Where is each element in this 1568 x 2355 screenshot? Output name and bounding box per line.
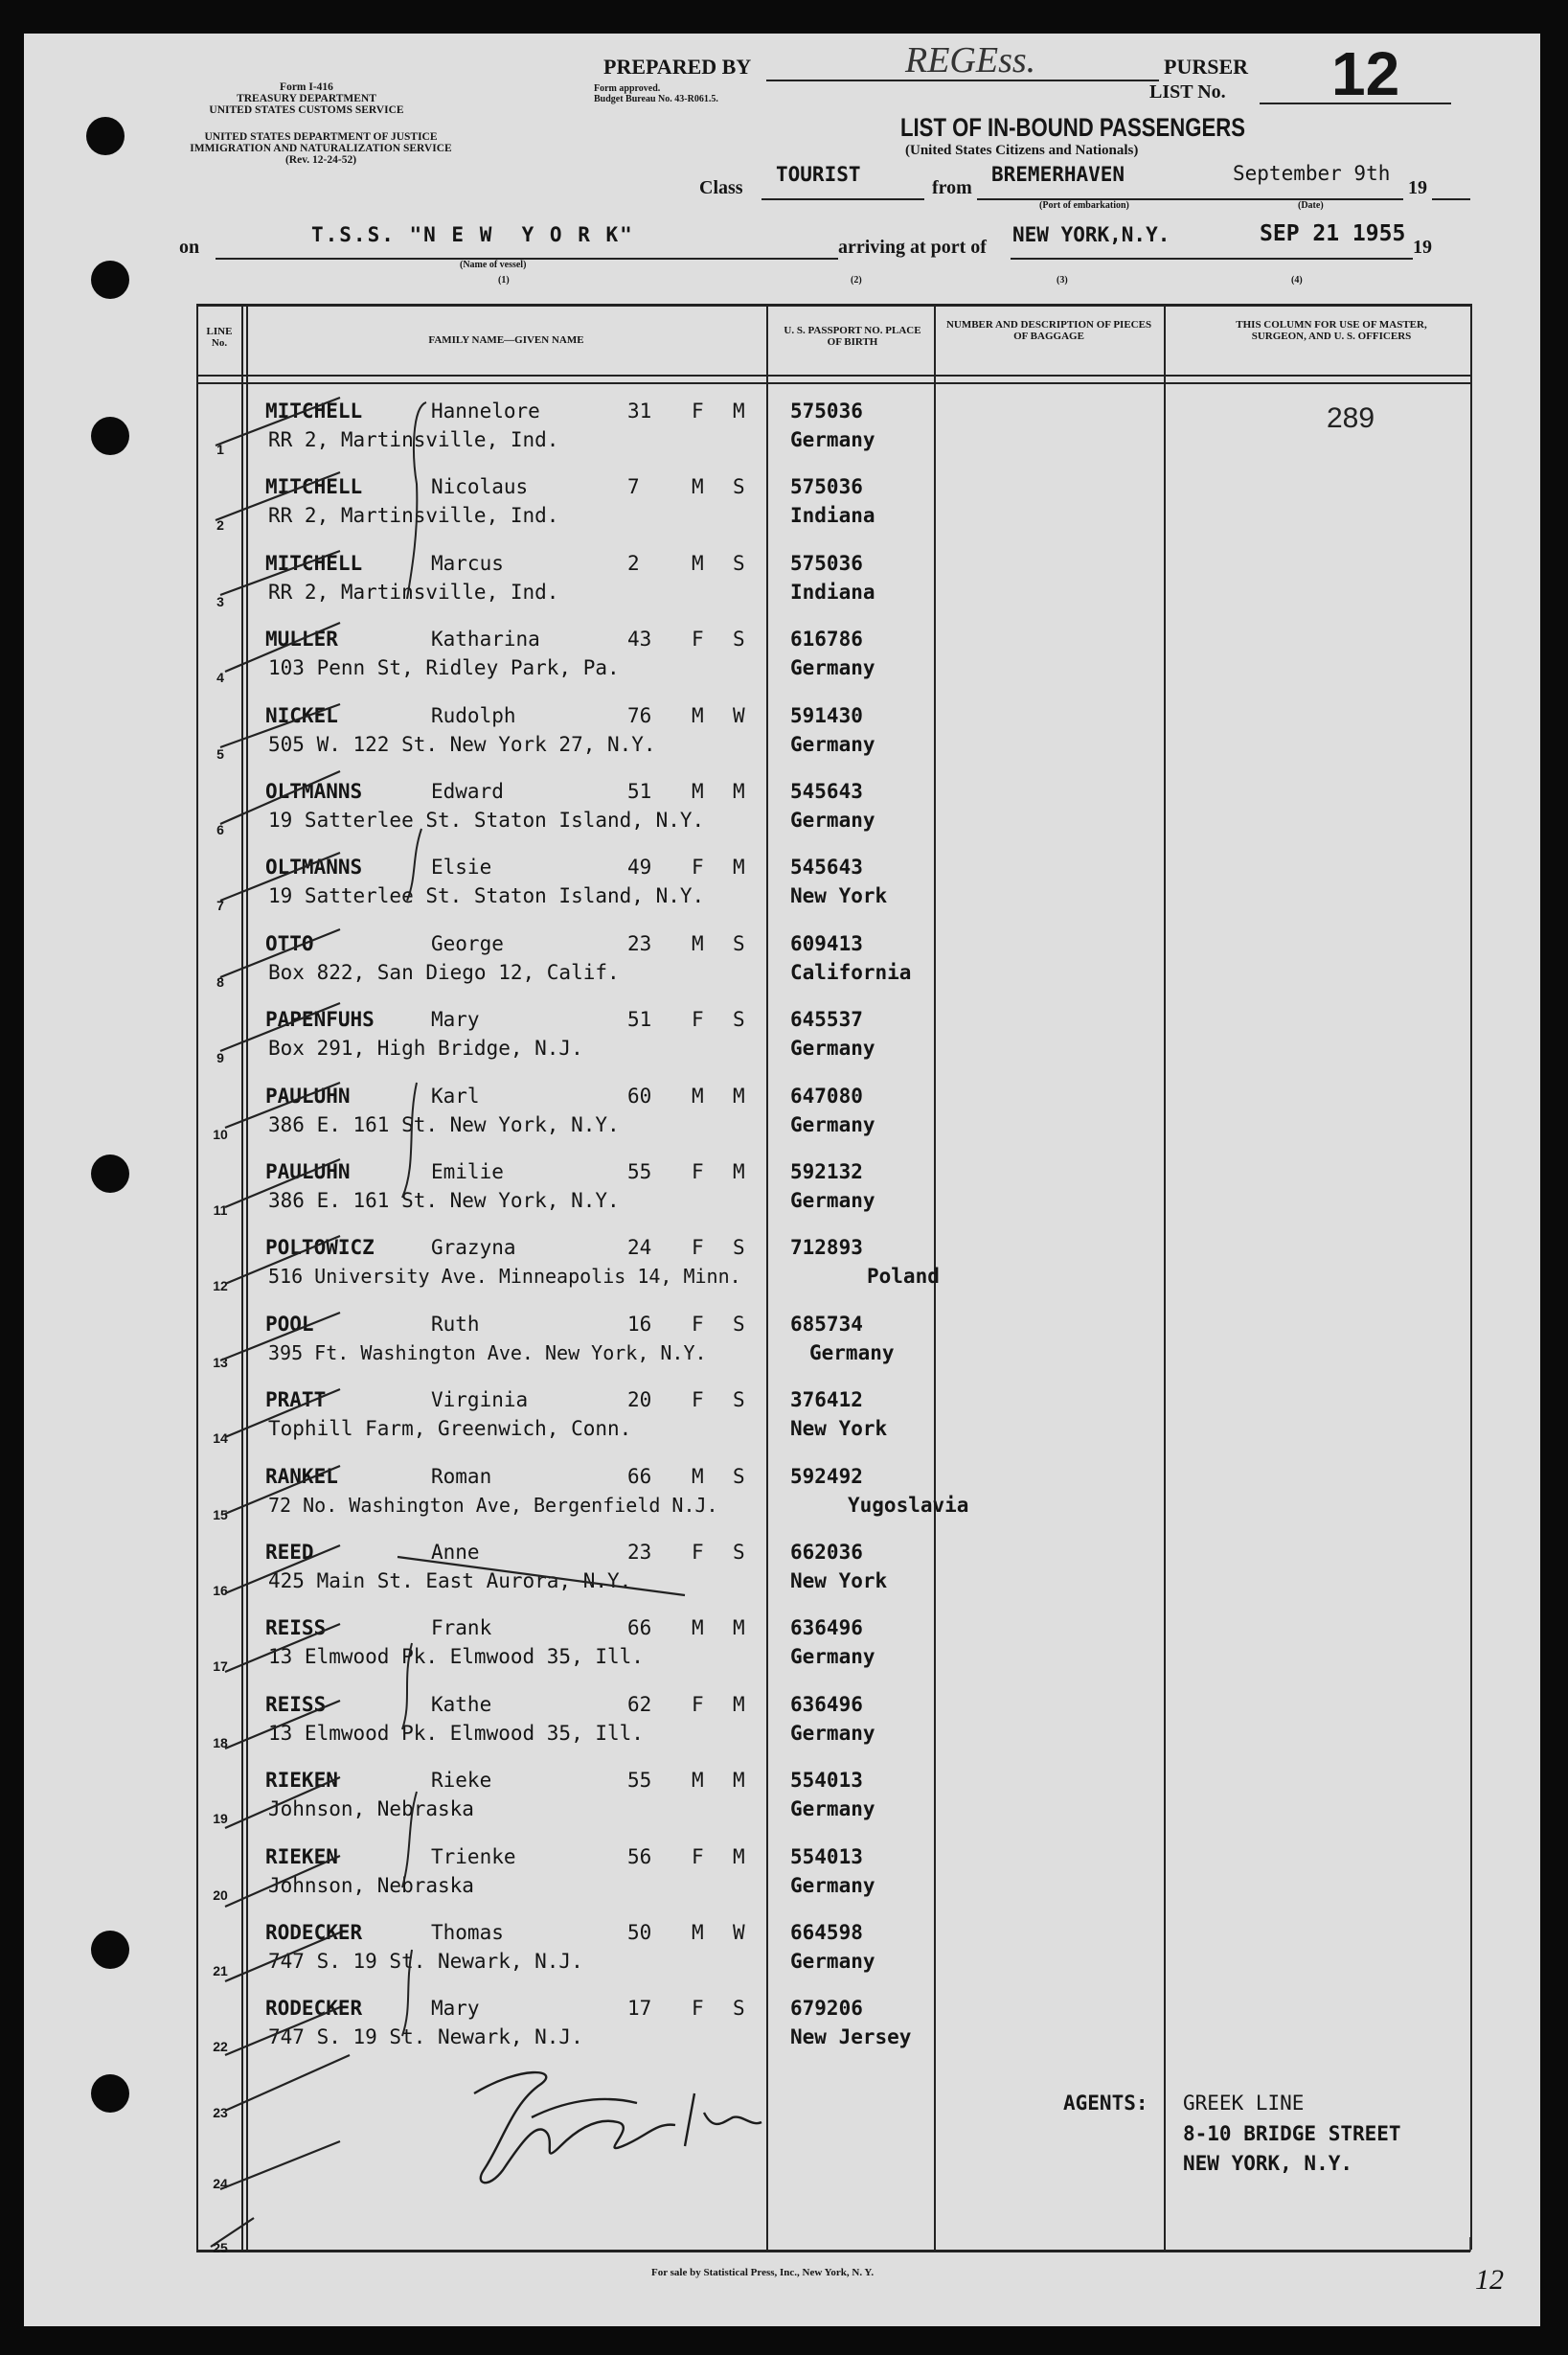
line-number: 7 [216, 898, 224, 913]
age: 55 [627, 1160, 652, 1183]
address: 425 Main St. East Aurora, N.Y. [268, 1569, 632, 1592]
place-of-birth: New York [790, 884, 888, 907]
marital-status: M [733, 1845, 745, 1868]
agent-city: NEW YORK, N.Y. [1183, 2152, 1353, 2175]
address: 386 E. 161 St. New York, N.Y. [268, 1189, 620, 1212]
passport-number: 554013 [790, 1769, 863, 1792]
given-name: Katharina [431, 628, 540, 651]
address: 103 Penn St, Ridley Park, Pa. [268, 656, 620, 679]
given-name: Karl [431, 1085, 480, 1108]
line-number: 20 [213, 1887, 228, 1903]
place-of-birth: Poland [867, 1265, 940, 1288]
place-of-birth: Germany [790, 1874, 875, 1897]
given-name: Mary [431, 1997, 480, 2020]
family-name: POLTOWICZ [265, 1236, 375, 1259]
marital-status: S [733, 552, 745, 575]
class-value: TOURIST [776, 163, 861, 186]
address: 747 S. 19 St. Newark, N.J. [268, 2025, 583, 2048]
address: 13 Elmwood Pk. Elmwood 35, Ill. [268, 1722, 644, 1745]
family-name: MITCHELL [265, 475, 363, 498]
family-name: RODECKER [265, 1997, 363, 2020]
header-officers: THIS COLUMN FOR USE OF MASTER, SURGEON, AND U. S. OFFICERS [1236, 319, 1427, 342]
line-number: 22 [213, 2039, 228, 2054]
family-name: PAULUHN [265, 1085, 351, 1108]
prepared-by-label: PREPARED BY [603, 55, 752, 79]
family-name: MITCHELL [265, 400, 363, 423]
passport-number: 591430 [790, 704, 863, 727]
line-number: 3 [216, 594, 224, 609]
year-prefix: 19 [1408, 177, 1427, 198]
marital-status: S [733, 1236, 745, 1259]
place-of-birth: California [790, 961, 912, 984]
place-of-birth: Germany [790, 1189, 875, 1212]
agents-label: AGENTS: [1063, 2092, 1148, 2115]
line-number: 1 [216, 442, 224, 457]
vessel-name: T.S.S. "N E W Y O R K" [311, 223, 634, 246]
given-name: Hannelore [431, 400, 540, 423]
given-name: Marcus [431, 552, 504, 575]
sex: F [692, 856, 704, 879]
passport-number: 575036 [790, 552, 863, 575]
arriving-label: arriving at port of [838, 237, 987, 258]
place-of-birth: Germany [790, 428, 875, 451]
line-number: 9 [216, 1050, 224, 1065]
place-of-birth: Germany [790, 1645, 875, 1668]
address: RR 2, Martinsville, Ind. [268, 428, 559, 451]
line-number: 19 [213, 1811, 228, 1826]
departure-date: September 9th [1233, 162, 1391, 185]
family-name: OLTMANNS [265, 780, 363, 803]
given-name: Elsie [431, 856, 492, 879]
age: 23 [627, 1541, 652, 1564]
line-number: 25 [213, 2240, 228, 2255]
age: 66 [627, 1616, 652, 1639]
form-number: Form I-416 [280, 81, 333, 93]
line-number: 17 [213, 1658, 228, 1674]
family-name: PAPENFUHS [265, 1008, 375, 1031]
family-name: NICKEL [265, 704, 338, 727]
passport-number: 592132 [790, 1160, 863, 1183]
officer-count: 289 [1327, 402, 1375, 434]
place-of-birth: Germany [790, 656, 875, 679]
marital-status: S [733, 1008, 745, 1031]
sex: F [692, 1997, 704, 2020]
line-number: 24 [213, 2176, 228, 2191]
given-name: Edward [431, 780, 504, 803]
place-of-birth: Indiana [790, 581, 875, 604]
marital-status: S [733, 628, 745, 651]
address: Box 822, San Diego 12, Calif. [268, 961, 620, 984]
passport-number: 554013 [790, 1845, 863, 1868]
marital-status: M [733, 1616, 745, 1639]
marital-status: M [733, 1693, 745, 1716]
address: 747 S. 19 St. Newark, N.J. [268, 1950, 583, 1973]
given-name: Mary [431, 1008, 480, 1031]
sex: M [692, 1921, 704, 1944]
age: 49 [627, 856, 652, 879]
header-name: FAMILY NAME—GIVEN NAME [428, 334, 584, 346]
passport-number: 679206 [790, 1997, 863, 2020]
age: 50 [627, 1921, 652, 1944]
purser-label: PURSER [1164, 55, 1249, 79]
sex: F [692, 1388, 704, 1411]
age: 7 [627, 475, 640, 498]
marital-status: M [733, 400, 745, 423]
sex: F [692, 628, 704, 651]
line-number: 10 [213, 1127, 228, 1142]
marital-status: S [733, 932, 745, 955]
line-number: 5 [216, 746, 224, 762]
given-name: Ruth [431, 1313, 480, 1336]
col-num-3: (3) [1057, 275, 1068, 286]
sex: M [692, 552, 704, 575]
family-name: REISS [265, 1693, 327, 1716]
printer-credit: For sale by Statistical Press, Inc., New York, N. Y. [651, 2267, 875, 2278]
place-of-birth: New Jersey [790, 2025, 912, 2048]
place-of-birth: Indiana [790, 504, 875, 527]
tally-marks [24, 34, 1540, 2326]
list-no-label: LIST No. [1149, 81, 1226, 103]
vessel-caption: (Name of vessel) [460, 260, 527, 270]
family-name: RODECKER [265, 1921, 363, 1944]
passport-number: 636496 [790, 1616, 863, 1639]
address: 72 No. Washington Ave, Bergenfield N.J. [268, 1494, 718, 1517]
passport-number: 376412 [790, 1388, 863, 1411]
marital-status: S [733, 475, 745, 498]
marital-status: S [733, 1997, 745, 2020]
sex: M [692, 1616, 704, 1639]
place-of-birth: New York [790, 1569, 888, 1592]
marital-status: S [733, 1541, 745, 1564]
sex: M [692, 704, 704, 727]
family-name: REED [265, 1541, 314, 1564]
age: 20 [627, 1388, 652, 1411]
passport-number: 685734 [790, 1313, 863, 1336]
sex: F [692, 1541, 704, 1564]
marital-status: M [733, 780, 745, 803]
marital-status: M [733, 1160, 745, 1183]
treasury-dept: TREASURY DEPARTMENT [237, 93, 376, 104]
place-of-birth: Germany [790, 809, 875, 832]
age: 23 [627, 932, 652, 955]
address: Tophill Farm, Greenwich, Conn. [268, 1417, 632, 1440]
age: 51 [627, 780, 652, 803]
passport-number: 616786 [790, 628, 863, 651]
given-name: Virginia [431, 1388, 529, 1411]
address: 13 Elmwood Pk. Elmwood 35, Ill. [268, 1645, 644, 1668]
sex: F [692, 1693, 704, 1716]
line-number: 2 [216, 517, 224, 533]
sex: F [692, 1313, 704, 1336]
marital-status: S [733, 1465, 745, 1488]
line-number: 21 [213, 1963, 228, 1978]
given-name: Frank [431, 1616, 492, 1639]
place-of-birth: Germany [790, 1797, 875, 1820]
passport-number: 647080 [790, 1085, 863, 1108]
sex: M [692, 1769, 704, 1792]
age: 56 [627, 1845, 652, 1868]
class-label: Class [699, 177, 743, 198]
age: 24 [627, 1236, 652, 1259]
prepared-by-signature: REGEss. [905, 40, 1036, 80]
marital-status: M [733, 1085, 745, 1108]
doj-label: UNITED STATES DEPARTMENT OF JUSTICE [204, 131, 438, 143]
sex: M [692, 1085, 704, 1108]
col-num-4: (4) [1291, 275, 1303, 286]
place-of-birth: Germany [790, 733, 875, 756]
form-approved: Form approved. Budget Bureau No. 43-R061.5. [594, 83, 718, 104]
family-name: RANKEL [265, 1465, 338, 1488]
family-name: PRATT [265, 1388, 327, 1411]
line-number: 8 [216, 974, 224, 990]
address: Johnson, Nebraska [268, 1797, 474, 1820]
given-name: Nicolaus [431, 475, 529, 498]
marital-status: W [733, 704, 745, 727]
on-label: on [179, 237, 200, 258]
family-name: OLTMANNS [265, 856, 363, 879]
passport-number: 645537 [790, 1008, 863, 1031]
place-of-birth: Germany [790, 1722, 875, 1745]
passport-number: 664598 [790, 1921, 863, 1944]
given-name: Grazyna [431, 1236, 516, 1259]
family-name: MITCHELL [265, 552, 363, 575]
list-no-value: 12 [1331, 39, 1400, 108]
line-number: 16 [213, 1583, 228, 1598]
sex: F [692, 1845, 704, 1868]
arrival-port: NEW YORK,N.Y. [1012, 223, 1170, 246]
place-of-birth: New York [790, 1417, 888, 1440]
address: 505 W. 122 St. New York 27, N.Y. [268, 733, 656, 756]
age: 76 [627, 704, 652, 727]
address: Box 291, High Bridge, N.J. [268, 1037, 583, 1060]
address: RR 2, Martinsville, Ind. [268, 504, 559, 527]
age: 16 [627, 1313, 652, 1336]
given-name: Trienke [431, 1845, 516, 1868]
given-name: Thomas [431, 1921, 504, 1944]
place-of-birth: Germany [790, 1037, 875, 1060]
address: 19 Satterlee St. Staton Island, N.Y. [268, 884, 705, 907]
family-name: RIEKEN [265, 1845, 338, 1868]
marital-status: S [733, 1313, 745, 1336]
age: 2 [627, 552, 640, 575]
line-number: 11 [213, 1202, 228, 1218]
line-number: 15 [213, 1507, 228, 1522]
revision-label: (Rev. 12-24-52) [284, 154, 357, 166]
age: 31 [627, 400, 652, 423]
sex: F [692, 1008, 704, 1031]
family-name: OTTO [265, 932, 314, 955]
family-name: MULLER [265, 628, 338, 651]
sex: F [692, 400, 704, 423]
from-label: from [932, 177, 972, 198]
line-number: 14 [213, 1430, 228, 1446]
given-name: Kathe [431, 1693, 492, 1716]
marital-status: S [733, 1388, 745, 1411]
line-number: 18 [213, 1735, 228, 1750]
given-name: Emilie [431, 1160, 504, 1183]
sex: F [692, 1236, 704, 1259]
sex: M [692, 475, 704, 498]
family-name: POOL [265, 1313, 314, 1336]
given-name: Rieke [431, 1769, 492, 1792]
family-name: RIEKEN [265, 1769, 338, 1792]
passport-number: 712893 [790, 1236, 863, 1259]
sex: M [692, 932, 704, 955]
sex: M [692, 780, 704, 803]
passport-number: 545643 [790, 856, 863, 879]
line-number: 4 [216, 670, 224, 685]
header-line-no: LINE No. [206, 326, 233, 349]
address: 19 Satterlee St. Staton Island, N.Y. [268, 809, 705, 832]
given-name: George [431, 932, 504, 955]
date-caption: (Date) [1298, 200, 1324, 211]
passport-number: 545643 [790, 780, 863, 803]
customs-service: UNITED STATES CUSTOMS SERVICE [209, 104, 404, 116]
given-name: Rudolph [431, 704, 516, 727]
ins-label: IMMIGRATION AND NATURALIZATION SERVICE [190, 143, 452, 154]
address: 516 University Ave. Minneapolis 14, Minn. [268, 1265, 741, 1288]
passport-number: 575036 [790, 475, 863, 498]
place-of-birth: Germany [790, 1950, 875, 1973]
passport-number: 609413 [790, 932, 863, 955]
officer-signature [474, 2072, 761, 2183]
family-name: PAULUHN [265, 1160, 351, 1183]
age: 66 [627, 1465, 652, 1488]
family-name: REISS [265, 1616, 327, 1639]
address: 395 Ft. Washington Ave. New York, N.Y. [268, 1341, 707, 1364]
year-suffix: 19 [1413, 237, 1432, 258]
page-mark: 12 [1475, 2264, 1504, 2296]
passport-number: 575036 [790, 400, 863, 423]
passport-number: 662036 [790, 1541, 863, 1564]
sex: M [692, 1465, 704, 1488]
address: 386 E. 161 St. New York, N.Y. [268, 1113, 620, 1136]
place-of-birth: Germany [809, 1341, 895, 1364]
age: 17 [627, 1997, 652, 2020]
line-number: 12 [213, 1278, 228, 1293]
arrival-date-stamp: SEP 21 1955 [1260, 221, 1406, 246]
address: Johnson, Nebraska [268, 1874, 474, 1897]
agent-name: GREEK LINE [1183, 2092, 1305, 2115]
header-baggage: NUMBER AND DESCRIPTION OF PIECES OF BAGGAGE [945, 319, 1152, 342]
given-name: Anne [431, 1541, 480, 1564]
line-number: 6 [216, 822, 224, 837]
address: RR 2, Martinsville, Ind. [268, 581, 559, 604]
age: 43 [627, 628, 652, 651]
passport-number: 636496 [790, 1693, 863, 1716]
port-of-embarkation: BREMERHAVEN [991, 163, 1125, 186]
line-number: 13 [213, 1355, 228, 1370]
marital-status: M [733, 1769, 745, 1792]
col-num-2: (2) [851, 275, 862, 286]
marital-status: M [733, 856, 745, 879]
list-title: LIST OF IN-BOUND PASSENGERS [900, 113, 1246, 142]
age: 60 [627, 1085, 652, 1108]
place-of-birth: Yugoslavia [848, 1494, 969, 1517]
header-passport: U. S. PASSPORT NO. PLACE OF BIRTH [784, 325, 921, 348]
col-num-1: (1) [498, 275, 510, 286]
agent-street: 8-10 BRIDGE STREET [1183, 2122, 1401, 2145]
age: 62 [627, 1693, 652, 1716]
age: 55 [627, 1769, 652, 1792]
marital-status: W [733, 1921, 745, 1944]
port-caption: (Port of embarkation) [1039, 200, 1129, 211]
given-name: Roman [431, 1465, 492, 1488]
passport-number: 592492 [790, 1465, 863, 1488]
place-of-birth: Germany [790, 1113, 875, 1136]
manifest-page [24, 34, 1540, 2326]
age: 51 [627, 1008, 652, 1031]
list-subtitle: (United States Citizens and Nationals) [905, 143, 1139, 158]
line-number: 23 [213, 2105, 228, 2120]
sex: F [692, 1160, 704, 1183]
